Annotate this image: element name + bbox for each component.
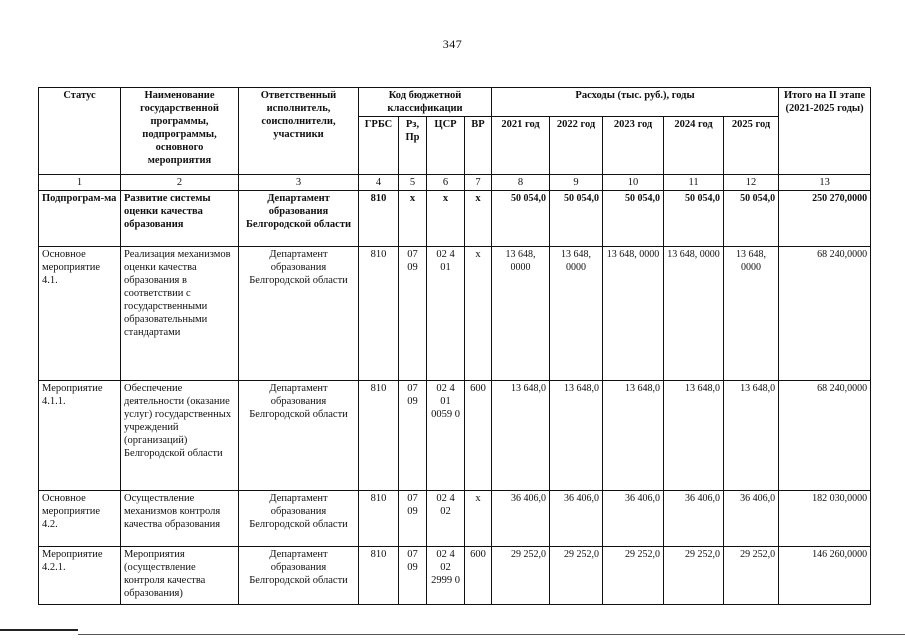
column-number: 6 bbox=[427, 175, 465, 191]
page-number: 347 bbox=[442, 37, 463, 51]
row-2024: 50 054,0 bbox=[664, 191, 724, 247]
row-total: 146 260,0000 bbox=[779, 547, 871, 605]
row-2024: 13 648, 0000 bbox=[664, 247, 724, 381]
column-number: 12 bbox=[724, 175, 779, 191]
row-name: Обеспечение деятельности (оказание услуг) государственных учреждений (организаций) Белгородской области bbox=[121, 381, 239, 491]
row-csr: 02 4 02 2999 0 bbox=[427, 547, 465, 605]
column-number: 7 bbox=[465, 175, 492, 191]
header-2025: 2025 год bbox=[724, 117, 779, 175]
row-vr: 600 bbox=[465, 547, 492, 605]
table-row bbox=[39, 491, 871, 547]
header-vr: ВР bbox=[465, 117, 492, 175]
row-2025: 13 648, 0000 bbox=[724, 247, 779, 381]
column-number: 8 bbox=[492, 175, 550, 191]
row-csr: х bbox=[427, 191, 465, 247]
row-2021: 13 648,0 bbox=[492, 381, 550, 491]
budget-table bbox=[38, 87, 871, 605]
column-number-row bbox=[39, 175, 871, 191]
row-2022: 13 648,0 bbox=[550, 381, 603, 491]
row-status: Мероприятие 4.2.1. bbox=[39, 547, 121, 605]
table-row bbox=[39, 547, 871, 605]
header-rzpr: Рз, Пр bbox=[399, 117, 427, 175]
row-rzpr: х bbox=[399, 191, 427, 247]
column-number: 3 bbox=[239, 175, 359, 191]
row-responsible: Департамент образования Белгородской области bbox=[239, 191, 359, 247]
header-2024: 2024 год bbox=[664, 117, 724, 175]
row-grbs: 810 bbox=[359, 247, 399, 381]
row-vr: 600 bbox=[465, 381, 492, 491]
row-vr: х bbox=[465, 247, 492, 381]
row-rzpr: 07 09 bbox=[399, 547, 427, 605]
column-number: 9 bbox=[550, 175, 603, 191]
header-2021: 2021 год bbox=[492, 117, 550, 175]
row-status: Мероприятие 4.1.1. bbox=[39, 381, 121, 491]
row-2022: 13 648, 0000 bbox=[550, 247, 603, 381]
row-vr: х bbox=[465, 191, 492, 247]
row-total: 182 030,0000 bbox=[779, 491, 871, 547]
table-row bbox=[39, 247, 871, 381]
row-2024: 13 648,0 bbox=[664, 381, 724, 491]
row-name: Осуществление механизмов контроля качества образования bbox=[121, 491, 239, 547]
row-total: 68 240,0000 bbox=[779, 381, 871, 491]
row-2022: 36 406,0 bbox=[550, 491, 603, 547]
row-rzpr: 07 09 bbox=[399, 381, 427, 491]
row-name: Мероприятия (осуществление контроля качества образования) bbox=[121, 547, 239, 605]
row-2023: 50 054,0 bbox=[603, 191, 664, 247]
header-2022: 2022 год bbox=[550, 117, 603, 175]
row-name: Реализация механизмов оценки качества образования в соответствии с государственными образовательными стандартами bbox=[121, 247, 239, 381]
header-name: Наименование государственной программы, подпрограммы, основного мероприятия bbox=[121, 88, 239, 175]
row-2025: 36 406,0 bbox=[724, 491, 779, 547]
row-csr: 02 4 01 bbox=[427, 247, 465, 381]
row-responsible: Департамент образования Белгородской области bbox=[239, 381, 359, 491]
table-row bbox=[39, 381, 871, 491]
row-2025: 29 252,0 bbox=[724, 547, 779, 605]
column-number: 4 bbox=[359, 175, 399, 191]
header-status: Статус bbox=[39, 88, 121, 175]
row-csr: 02 4 02 bbox=[427, 491, 465, 547]
column-number: 13 bbox=[779, 175, 871, 191]
column-number: 2 bbox=[121, 175, 239, 191]
row-2024: 36 406,0 bbox=[664, 491, 724, 547]
row-2025: 13 648,0 bbox=[724, 381, 779, 491]
column-number: 11 bbox=[664, 175, 724, 191]
row-total: 250 270,0000 bbox=[779, 191, 871, 247]
row-responsible: Департамент образования Белгородской области bbox=[239, 547, 359, 605]
row-2021: 36 406,0 bbox=[492, 491, 550, 547]
row-status: Основное мероприятие 4.2. bbox=[39, 491, 121, 547]
row-vr: х bbox=[465, 491, 492, 547]
header-csr: ЦСР bbox=[427, 117, 465, 175]
header-responsible: Ответственный исполнитель, соисполнители, участники bbox=[239, 88, 359, 175]
row-2022: 50 054,0 bbox=[550, 191, 603, 247]
row-rzpr: 07 09 bbox=[399, 247, 427, 381]
header-expenses: Расходы (тыс. руб.), годы bbox=[492, 88, 779, 117]
page-edge-mark bbox=[0, 629, 78, 631]
row-total: 68 240,0000 bbox=[779, 247, 871, 381]
row-grbs: 810 bbox=[359, 491, 399, 547]
row-2023: 13 648, 0000 bbox=[603, 247, 664, 381]
row-2023: 13 648,0 bbox=[603, 381, 664, 491]
row-2021: 29 252,0 bbox=[492, 547, 550, 605]
column-number: 10 bbox=[603, 175, 664, 191]
header-budget-code: Код бюджетной классификации bbox=[359, 88, 492, 117]
row-rzpr: 07 09 bbox=[399, 491, 427, 547]
row-2021: 13 648, 0000 bbox=[492, 247, 550, 381]
column-number: 5 bbox=[399, 175, 427, 191]
row-csr: 02 4 01 0059 0 bbox=[427, 381, 465, 491]
header-2023: 2023 год bbox=[603, 117, 664, 175]
header-grbs: ГРБС bbox=[359, 117, 399, 175]
row-grbs: 810 bbox=[359, 547, 399, 605]
column-number: 1 bbox=[39, 175, 121, 191]
row-status: Подпрограм-ма bbox=[39, 191, 121, 247]
row-grbs: 810 bbox=[359, 381, 399, 491]
row-2022: 29 252,0 bbox=[550, 547, 603, 605]
row-responsible: Департамент образования Белгородской области bbox=[239, 491, 359, 547]
row-2025: 50 054,0 bbox=[724, 191, 779, 247]
row-grbs: 810 bbox=[359, 191, 399, 247]
row-2023: 36 406,0 bbox=[603, 491, 664, 547]
header-total: Итого на II этапе (2021-2025 годы) bbox=[779, 88, 871, 175]
row-responsible: Департамент образования Белгородской области bbox=[239, 247, 359, 381]
row-2021: 50 054,0 bbox=[492, 191, 550, 247]
row-2024: 29 252,0 bbox=[664, 547, 724, 605]
page-bottom-edge bbox=[78, 634, 905, 635]
row-name: Развитие системы оценки качества образования bbox=[121, 191, 239, 247]
row-2023: 29 252,0 bbox=[603, 547, 664, 605]
row-status: Основное мероприятие 4.1. bbox=[39, 247, 121, 381]
table-row bbox=[39, 191, 871, 247]
